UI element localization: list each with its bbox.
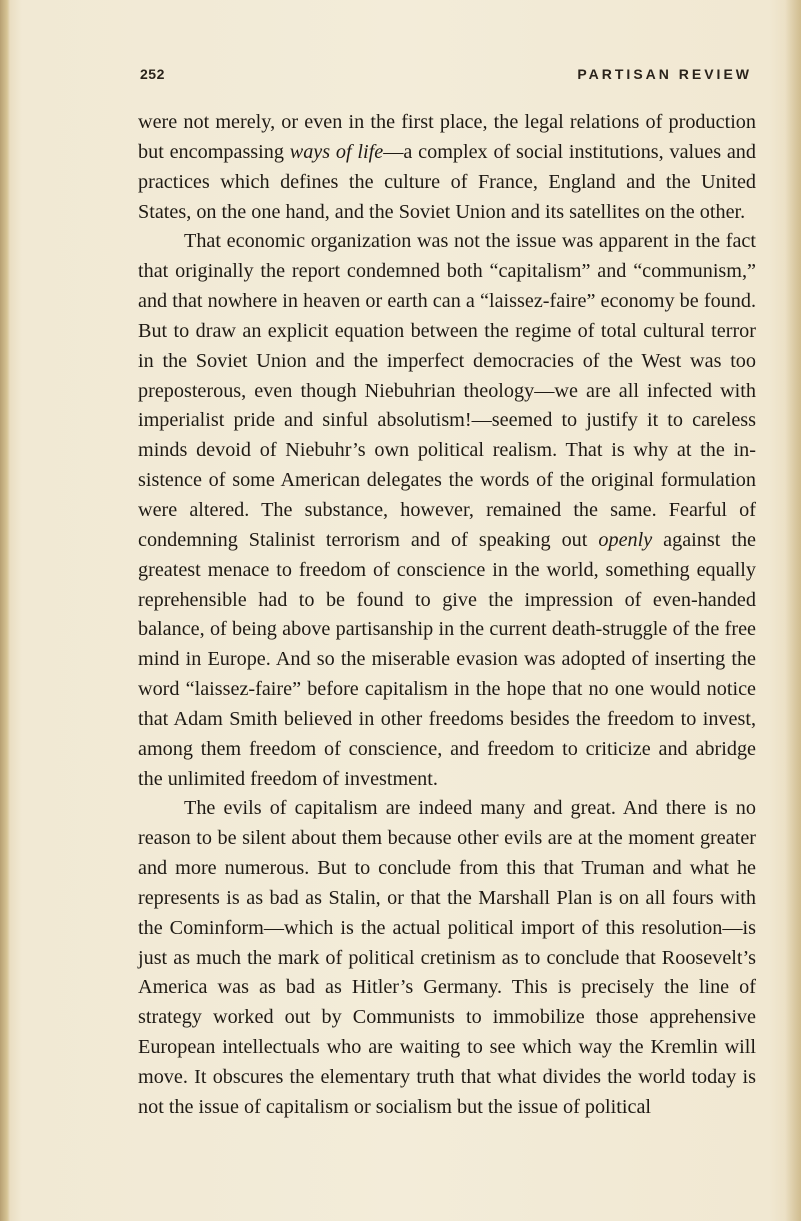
page-number: 252 (140, 66, 165, 82)
paragraph-1-text-b: —a complex of social institutions, values and practices which defines the culture of France, England and the United States, on the one hand, and the Soviet Union and its satellites on the other. (138, 140, 756, 223)
page-spine-shadow (0, 0, 10, 1221)
paragraph-1 (138, 108, 756, 227)
body-text (138, 108, 756, 1123)
paragraph-3 (138, 794, 756, 1122)
paragraph-2-text-b: against the greatest menace to freedom of conscience in the world, something equally reprehensible had to be found to give the impression of even-handed balance, of being above partisanship in the current death-struggle of the free mind in Europe. And so the miserable evasion was adopted of inserting the word “laissez-faire” before capitalism in the hope that no one would notice that Adam Smith believed in other freedoms besides the freedom to invest, among them freedom of conscience, and freedom to criticize and abridge the unlimited freedom of investment. (138, 528, 756, 790)
paragraph-1-italic: ways of life (289, 140, 384, 163)
paragraph-3-text: The evils of capitalism are indeed many and great. And there is no reason to be silent about them because other evils are at the moment greater and more numerous. But to conclude from this that Truman and what he represents is as bad as Stalin, or that the Marshall Plan is on all fours with the Cominform—which is the actual political import of this resolution—is just as much the mark of political cretinism as to conclude that Roosevelt’s America was as bad as Hitler’s Germany. This is precisely the line of strategy worked out by Communists to immobilize those apprehensive European intellectuals who are waiting to see which way the Kremlin will move. It obscures the elementary truth that what divides the world today is not the issue of capitalism or socialism but the issue of political (138, 797, 756, 1118)
paragraph-1-text-a: were not merely, or even in the first place, the legal relations of production but encompassing (138, 111, 756, 163)
paragraph-2-text-a: That economic organization was not the issue was apparent in the fact that originally the report condemned both “capitalism” and “communism,” and that nowhere in heaven or earth can a “laissez-faire” economy be found. But to draw an explicit equation between the regime of total cultural terror in the Soviet Union and the imperfect democracies of the West was too preposterous, even though Niebuhrian theology—we are all infected with imperialist pride and sinful absolutism!—seemed to justify it to careless minds devoid of Niebuhr’s own political realism. That is why at the insistence of some American delegates the words of the original formulation were altered. The substance, however, remained the same. Fearful of condemning Stalinist terrorism and of speaking out (138, 230, 756, 551)
page-edge-shadow (785, 0, 801, 1221)
page-header (140, 66, 752, 88)
paragraph-2-italic: openly (598, 528, 653, 551)
paragraph-2 (138, 227, 756, 794)
running-head: PARTISAN REVIEW (577, 66, 752, 82)
